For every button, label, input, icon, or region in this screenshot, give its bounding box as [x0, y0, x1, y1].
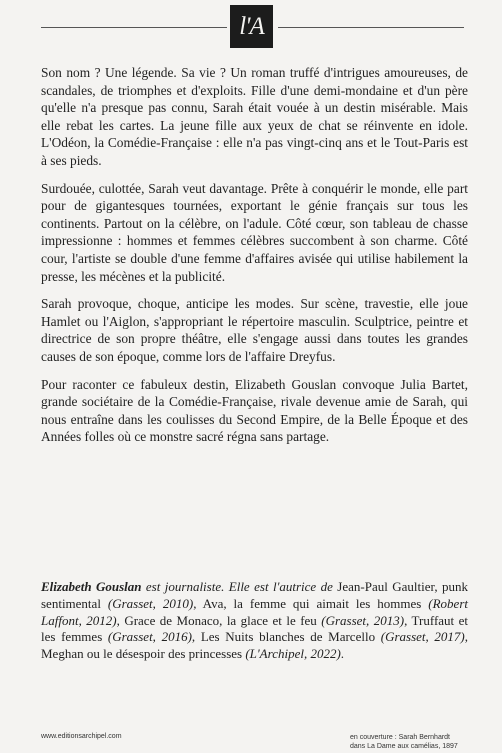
book-title-5: , Les Nuits blanches de Marcello — [191, 629, 381, 645]
publisher-3: (Grasset, 2013) — [321, 612, 405, 628]
header-rule-left — [41, 27, 227, 28]
book-title-4: , Truffaut et les femmes — [41, 612, 468, 645]
publisher-1: (Grasset, 2010) — [100, 595, 194, 611]
author-bio — [41, 579, 468, 663]
cover-credit-line-1: en couverture : Sarah Bernhardt — [350, 734, 451, 741]
header-rule-right — [278, 27, 464, 28]
author-name: Elizabeth Gouslan — [41, 579, 142, 594]
publisher-6: (L'Archipel, 2022) — [245, 646, 341, 662]
bio-end: . — [340, 646, 345, 662]
publisher-2: (Robert Laffont, 2012) — [41, 595, 468, 628]
cover-credit — [350, 733, 480, 751]
blurb-text — [41, 64, 468, 456]
book-title-3: , Grace de Monaco, la glace et le feu — [116, 612, 322, 628]
book-title-2: , Ava, la femme qui aimait les hommes — [193, 595, 429, 611]
paragraph-2: Surdouée, culottée, Sarah veut davantage. Prête à conquérir le monde, elle part pour de gigantesques tournées, exportant le génie français sur tous les continents. Partout on la célèbre, on l'adule. Côté cœur, son tableau de chasse impressionne : hommes et femmes célèbres succombent à son charme. Côté cour, l'artiste se double d'une femme d'affaires avisée qui utilise habilement la presse, les mécènes et la publicité. — [41, 180, 468, 284]
paragraph-4: Pour raconter ce fabuleux destin, Elizabeth Gouslan convoque Julia Bartet, grande sociétaire de la Comédie-Française, rivale devenue amie de Sarah, qui nous entraîne dans les coulisses du Second Empire, de la Belle Époque et des Années folles où ce monstre sacré régna sans partage. — [41, 376, 468, 445]
book-title-6: , Meghan ou le désespoir des princesses — [41, 629, 468, 662]
publisher-logo: l'A — [230, 5, 273, 48]
paragraph-3: Sarah provoque, choque, anticipe les modes. Sur scène, travestie, elle joue Hamlet ou l'Aiglon, s'appropriant le répertoire masculin. Sculptrice, peintre et directrice de son propre théâtre, elle s'engage aussi dans toutes les grandes causes de son époque, comme lors de l'affaire Dreyfus. — [41, 296, 468, 364]
publisher-4: (Grasset, 2016) — [107, 629, 192, 645]
book-title-1: Jean-Paul Gaultier, punk sentimental — [41, 579, 468, 611]
cover-credit-line-2: dans La Dame aux camélias, 1897 — [350, 743, 458, 750]
bio-intro: est journaliste. Elle est l'autrice de — [141, 579, 338, 594]
paragraph-1: Son nom ? Une légende. Sa vie ? Un roman truffé d'intrigues amoureuses, de scandales, de triomphes et d'exploits. Fille d'une demi-mondaine et d'un père qu'elle n'a presque pas connu, Sarah était vouée à un destin misérable. Mais elle rebat les cartes. La jeune fille aux yeux de chat se réinvente en idole. L'Odéon, la Comédie-Française : elle n'a pas vingt-cinq ans et le Tout-Paris est à ses pieds. — [41, 65, 468, 168]
publisher-website[interactable]: www.editionsarchipel.com — [41, 733, 122, 740]
publisher-5: (Grasset, 2017) — [380, 629, 465, 645]
